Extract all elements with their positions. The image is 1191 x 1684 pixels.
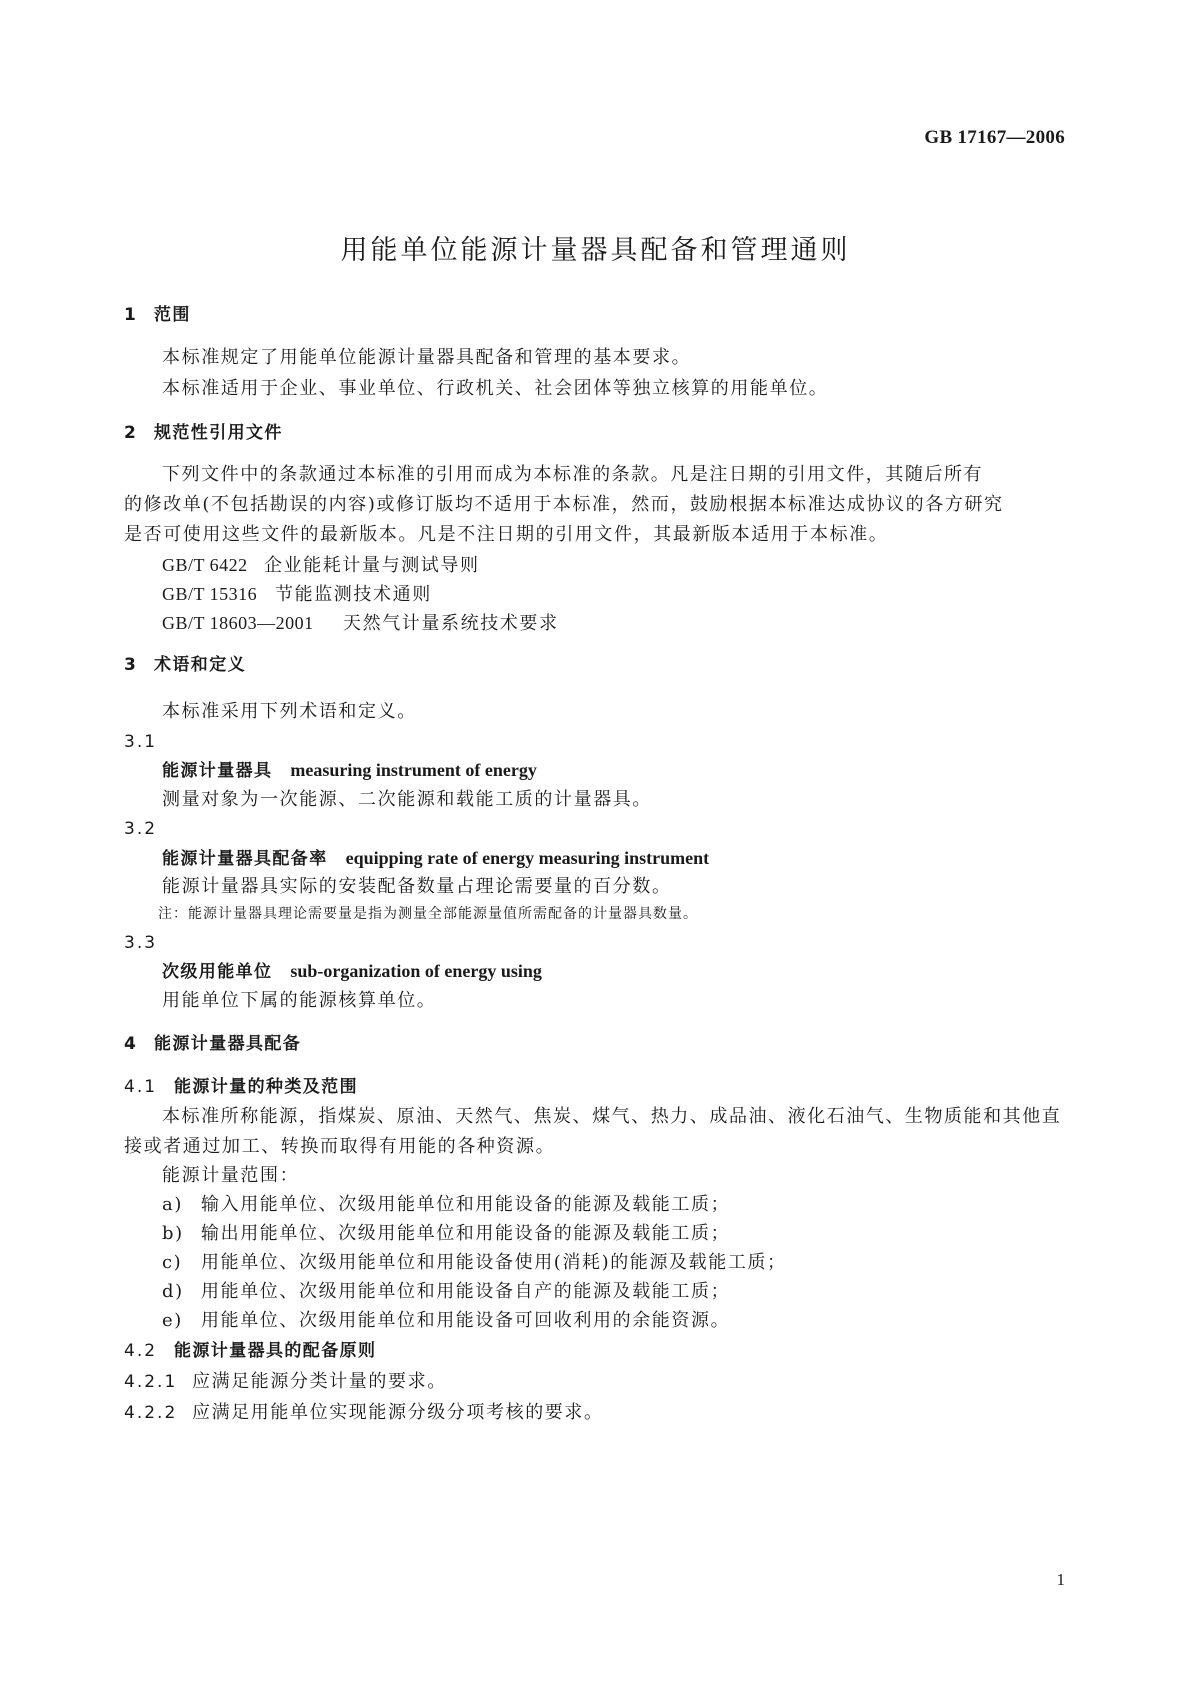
section-1-number: 1	[124, 305, 138, 325]
term-chinese: 能源计量器具配备率	[162, 849, 328, 869]
clause-item	[124, 1404, 604, 1422]
term-heading	[162, 962, 542, 981]
subsection-4-2-heading	[124, 1343, 376, 1360]
section-1-title: 范围	[154, 305, 191, 325]
section-1-paragraph-2: 本标准适用于企业、事业单位、行政机关、社会团体等独立核算的用能单位。	[162, 378, 829, 399]
term-english: sub-organization of energy using	[290, 961, 542, 981]
section-4-number: 4	[124, 1034, 138, 1054]
list-item	[162, 1196, 730, 1214]
section-3-number: 3	[124, 655, 138, 675]
reference-item	[162, 556, 480, 575]
section-3-intro: 本标准采用下列术语和定义。	[162, 701, 417, 722]
term-chinese: 能源计量器具	[162, 761, 273, 781]
reference-title: 天然气计量系统技术要求	[343, 613, 559, 634]
term-number: 3.2	[124, 819, 158, 839]
reference-title: 企业能耗计量与测试导则	[264, 555, 480, 576]
list-item	[162, 1312, 730, 1330]
clause-text: 应满足能源分类计量的要求。	[192, 1371, 447, 1392]
list-item-label: c)	[162, 1252, 183, 1273]
term-english: equipping rate of energy measuring instrument	[345, 848, 710, 868]
list-item-text: 输出用能单位、次级用能单位和用能设备的能源及载能工质；	[201, 1223, 731, 1244]
reference-title: 节能监测技术通则	[275, 584, 432, 605]
section-1-paragraph-1: 本标准规定了用能单位能源计量器具配备和管理的基本要求。	[162, 347, 692, 368]
section-1-heading	[124, 307, 191, 324]
term-number: 3.1	[124, 732, 158, 752]
list-item-label: a)	[162, 1194, 183, 1215]
standard-code: GB 17167—2006	[924, 127, 1065, 148]
reference-code: GB/T 6422	[162, 555, 248, 575]
reference-item	[162, 614, 559, 633]
list-item-text: 用能单位、次级用能单位和用能设备自产的能源及载能工质；	[201, 1281, 731, 1302]
list-item	[162, 1225, 730, 1243]
term-heading	[162, 761, 537, 780]
term-heading	[162, 849, 709, 868]
list-item-label: e)	[162, 1310, 183, 1331]
term-chinese: 次级用能单位	[162, 962, 273, 982]
page-number: 1	[1056, 1570, 1065, 1589]
list-item	[162, 1283, 730, 1301]
subsection-4-1-paragraph-line-1: 本标准所称能源，指煤炭、原油、天然气、焦炭、煤气、热力、成品油、液化石油气、生物质能和其他直	[162, 1106, 1062, 1127]
subsection-4-2-title: 能源计量器具的配备原则	[174, 1341, 377, 1361]
section-2-paragraph-line-2: 的修改单(不包括勘误的内容)或修订版均不适用于本标准，然而，鼓励根据本标准达成协议的各方研究	[124, 494, 1004, 515]
list-item-label: d)	[162, 1281, 184, 1302]
section-4-heading	[124, 1036, 301, 1053]
reference-code: GB/T 15316	[162, 584, 258, 604]
term-definition: 用能单位下属的能源核算单位。	[162, 990, 437, 1011]
term-number: 3.3	[124, 933, 158, 953]
section-2-paragraph-line-1: 下列文件中的条款通过本标准的引用而成为本标准的条款。凡是注日期的引用文件，其随后所有	[162, 464, 984, 485]
term-english: measuring instrument of energy	[290, 760, 537, 780]
clause-text: 应满足用能单位实现能源分级分项考核的要求。	[192, 1402, 604, 1423]
section-3-heading	[124, 657, 246, 674]
section-2-heading	[124, 425, 283, 442]
subsection-4-1-heading	[124, 1079, 358, 1096]
clause-number: 4.2.2	[124, 1403, 178, 1423]
energy-scope-label: 能源计量范围：	[162, 1165, 300, 1186]
section-2-title: 规范性引用文件	[154, 423, 283, 443]
section-3-title: 术语和定义	[154, 655, 246, 675]
list-item-text: 用能单位、次级用能单位和用能设备使用(消耗)的能源及载能工质；	[201, 1252, 787, 1273]
reference-code: GB/T 18603—2001	[162, 613, 314, 633]
subsection-4-1-number: 4.1	[124, 1077, 158, 1097]
document-title: 用能单位能源计量器具配备和管理通则	[340, 235, 851, 266]
term-definition: 测量对象为一次能源、二次能源和载能工质的计量器具。	[162, 789, 652, 810]
section-2-paragraph-line-3: 是否可使用这些文件的最新版本。凡是不注日期的引用文件，其最新版本适用于本标准。	[124, 524, 889, 545]
list-item-label: b)	[162, 1223, 184, 1244]
section-2-number: 2	[124, 423, 138, 443]
list-item-text: 输入用能单位、次级用能单位和用能设备的能源及载能工质；	[201, 1194, 731, 1215]
list-item-text: 用能单位、次级用能单位和用能设备可回收利用的余能资源。	[201, 1310, 731, 1331]
subsection-4-1-title: 能源计量的种类及范围	[174, 1077, 358, 1097]
section-4-title: 能源计量器具配备	[154, 1034, 302, 1054]
term-note: 注：能源计量器具理论需要量是指为测量全部能源量值所需配备的计量器具数量。	[158, 906, 698, 922]
subsection-4-1-paragraph-line-2: 接或者通过加工、转换而取得有用能的各种资源。	[124, 1136, 556, 1157]
clause-number: 4.2.1	[124, 1372, 178, 1392]
subsection-4-2-number: 4.2	[124, 1341, 158, 1361]
reference-item	[162, 585, 432, 604]
list-item	[162, 1254, 787, 1272]
term-definition: 能源计量器具实际的安装配备数量占理论需要量的百分数。	[162, 876, 672, 897]
clause-item	[124, 1373, 447, 1391]
